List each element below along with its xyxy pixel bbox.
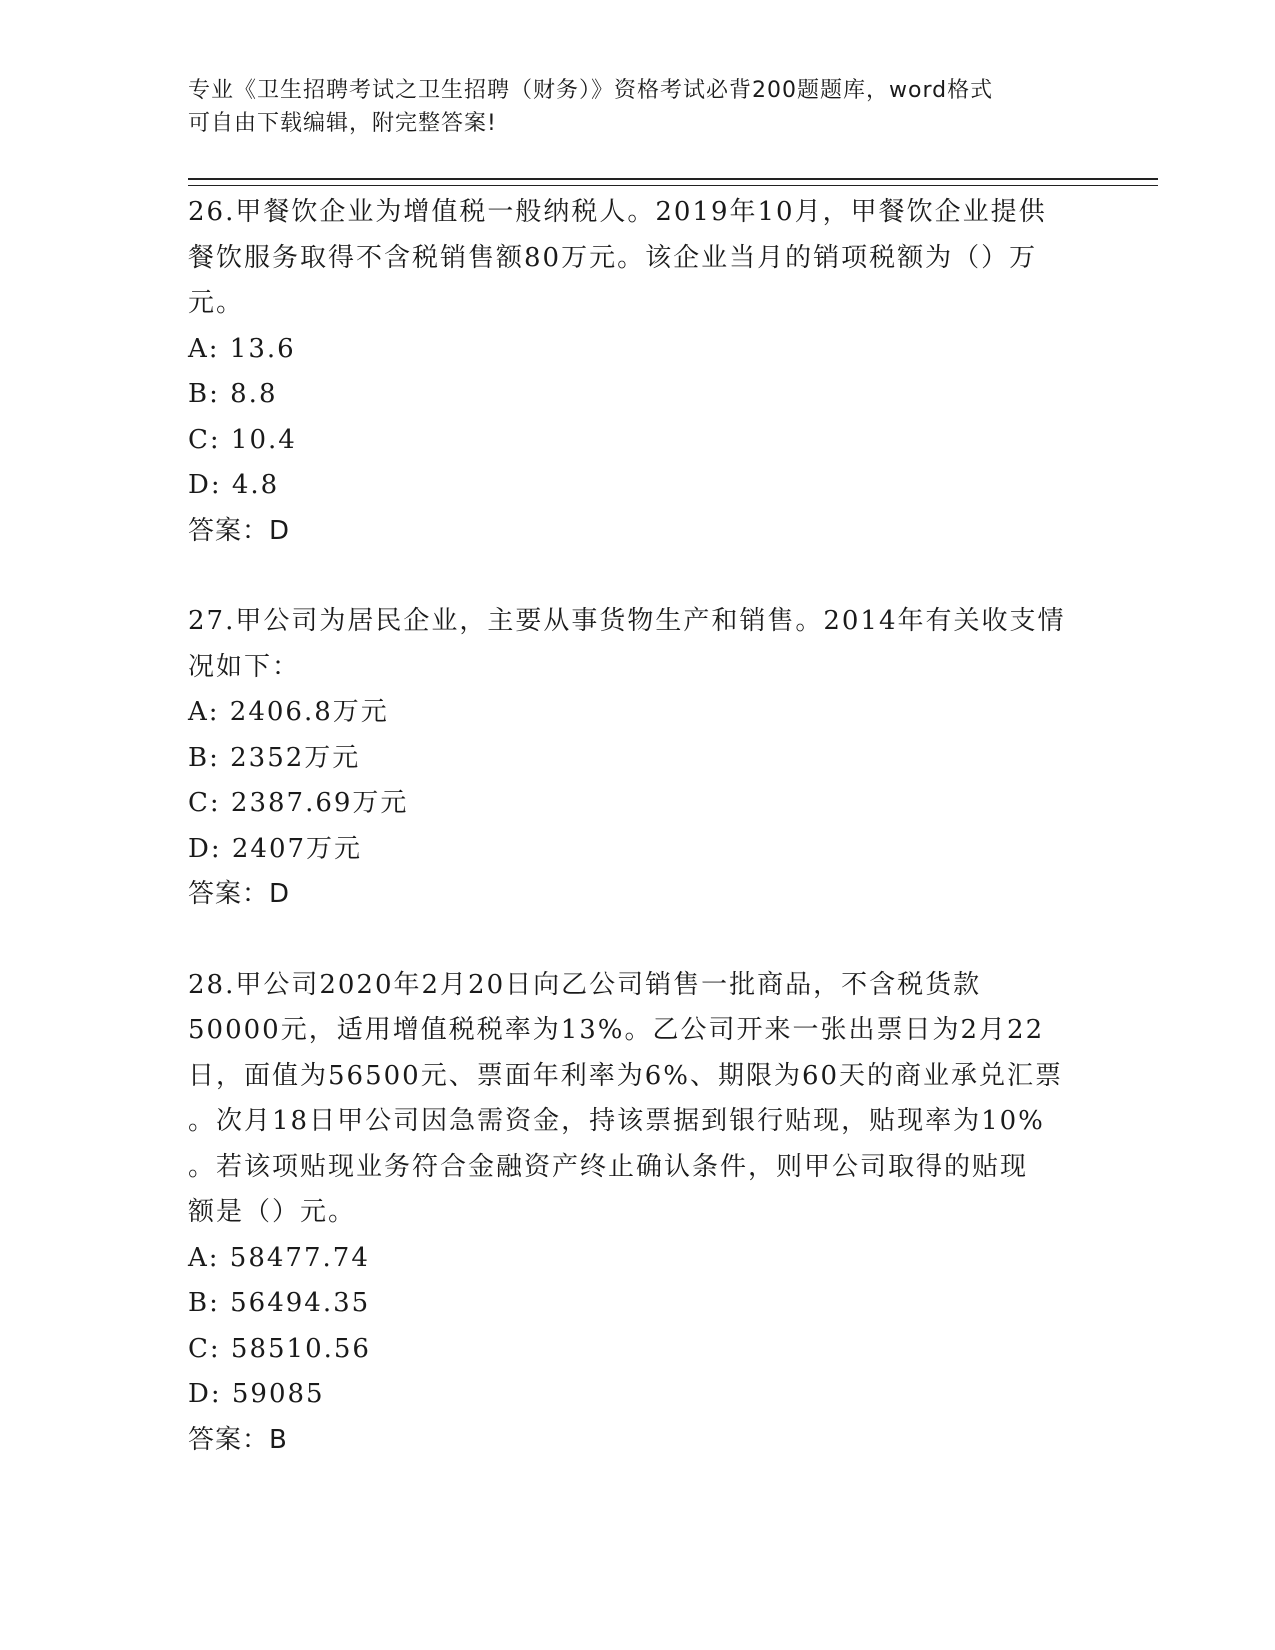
header-divider [188, 178, 1158, 186]
stem-line: 27.甲公司为居民企业，主要从事货物生产和销售。2014年有关收支情 [188, 606, 1066, 636]
header-line: 可自由下载编辑，附完整答案! [188, 111, 497, 136]
option-d: D: 2407万元 [188, 833, 363, 864]
option-b: B: 2352万元 [188, 742, 361, 773]
stem-line: 。若该项贴现业务符合金融资产终止确认条件，则甲公司取得的贴现 [188, 1151, 1029, 1182]
question-list [188, 190, 1088, 1508]
stem-line: 日，面值为56500元、票面年利率为6%、期限为60天的商业承兑汇票 [188, 1060, 1064, 1091]
stem-line: 况如下： [188, 651, 301, 682]
stem-line: 元。 [188, 288, 245, 318]
question-stem [188, 963, 1088, 1236]
option-c: C: 58510.56 [188, 1333, 371, 1364]
option-a: A: 58477.74 [188, 1242, 370, 1273]
option-a: A: 13.6 [188, 333, 296, 364]
header-line: 专业《卫生招聘考试之卫生招聘（财务）》资格考试必背200题题库，word格式 [188, 78, 994, 103]
option-b: B: 56494.35 [188, 1288, 371, 1318]
answer-line: 答案：D [188, 879, 291, 909]
option-d: D: 4.8 [188, 470, 280, 500]
answer-line: 答案：D [188, 515, 291, 546]
answer-line: 答案：B [188, 1424, 288, 1455]
question-stem [188, 190, 1088, 327]
stem-line: 餐饮服务取得不含税销售额80万元。该企业当月的销项税额为（）万 [188, 242, 1038, 273]
option-a: A: 2406.8万元 [188, 697, 389, 727]
option-b: B: 8.8 [188, 379, 278, 409]
question-28 [188, 963, 1088, 1464]
question-27 [188, 599, 1088, 918]
stem-line: 额是（）元。 [188, 1197, 357, 1227]
option-c: C: 10.4 [188, 424, 297, 455]
page-header [188, 74, 1088, 140]
stem-line: 26.甲餐饮企业为增值税一般纳税人。2019年10月，甲餐饮企业提供 [188, 197, 1047, 227]
option-d: D: 59085 [188, 1379, 325, 1409]
stem-line: 28.甲公司2020年2月20日向乙公司销售一批商品，不含税货款 [188, 969, 982, 1000]
question-stem [188, 599, 1088, 690]
question-26 [188, 190, 1088, 554]
stem-line: 50000元，适用增值税税率为13%。乙公司开来一张出票日为2月22 [188, 1015, 1045, 1045]
stem-line: 。次月18日甲公司因急需资金，持该票据到银行贴现，贴现率为10% [188, 1106, 1045, 1136]
option-c: C: 2387.69万元 [188, 788, 409, 818]
